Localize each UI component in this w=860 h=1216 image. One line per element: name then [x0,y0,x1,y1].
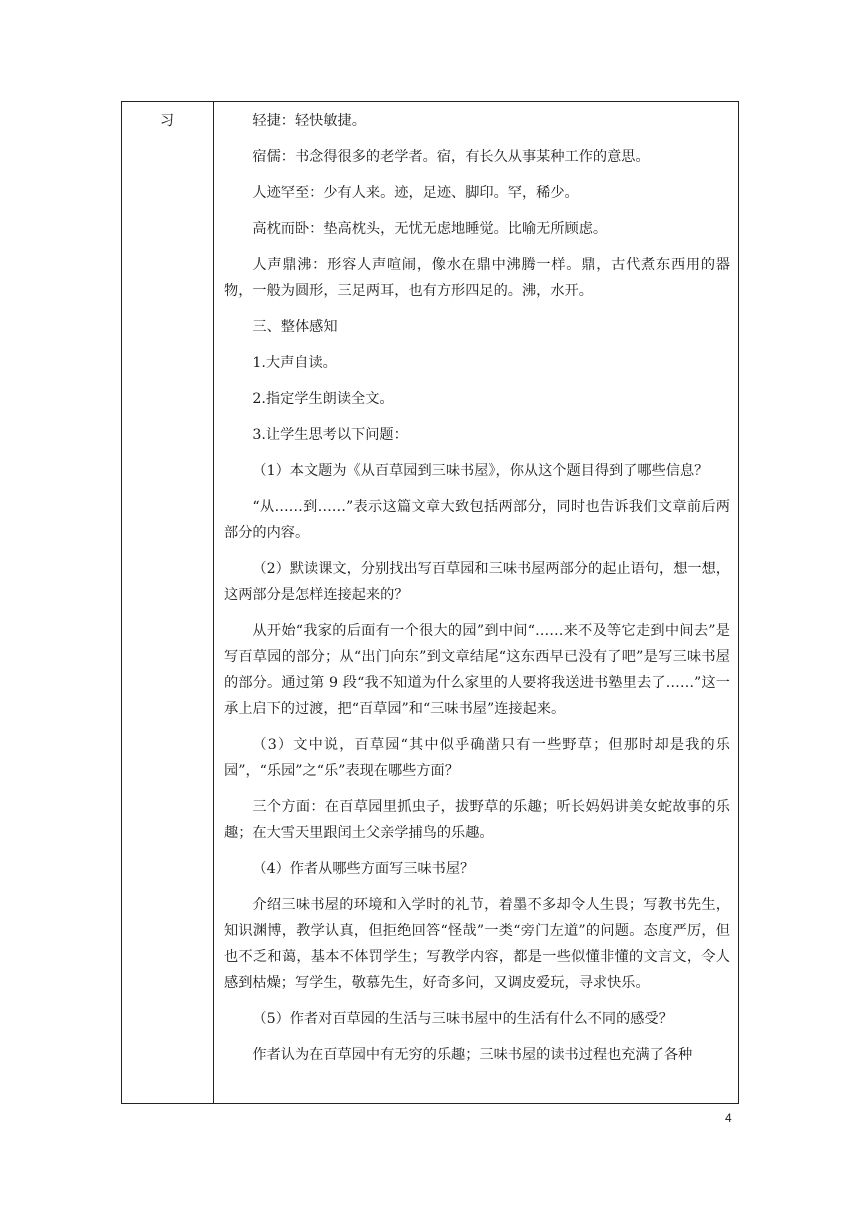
content-cell [214,102,738,1078]
paragraph: 宿儒：书念得很多的老学者。宿，有长久从事某种工作的意思。 [252,149,650,165]
paragraph: 人声鼎沸：形容人声喧闹，像水在鼎中沸腾一样。鼎，古代煮东西用的器物，一般为圆形，三足两耳，也有方形四足的。沸，水开。 [224,257,730,299]
paragraph: 轻捷：轻快敏捷。 [252,113,366,129]
paragraph: 2.指定学生朗读全文。 [252,391,394,407]
answer: 三个方面：在百草园里抓虫子，拔野草的乐趣；听长妈妈讲美女蛇故事的乐趣；在大雪天里跟闰土父亲学捕鸟的乐趣。 [224,799,730,841]
question: （1）本文题为《从百草园到三味书屋》，你从这个题目得到了哪些信息？ [252,463,709,479]
paragraph: 人迹罕至：少有人来。迹，足迹、脚印。罕，稀少。 [252,185,579,201]
answer: “从……到……”表示这篇文章大致包括两部分，同时也告诉我们文章前后两部分的内容。 [224,499,730,541]
question: （5）作者对百草园的生活与三味书屋中的生活有什么不同的感受？ [252,1011,673,1027]
section-label: 习 [160,113,175,129]
answer: 从开始“我家的后面有一个很大的园”到中间“……来不及等它走到中间去”是写百草园的部分；从“出门向东”到文章结尾“这东西早已没有了吧”是写三味书屋的部分。通过第 9 段“我不知道为什么家里的人要将我送进书塾里去了……”这一承上启下的过渡，把“百草园”和“三味书屋”连接起来。 [224,623,730,717]
paragraph: 高枕而卧：垫高枕头，无忧无虑地睡觉。比喻无所顾虑。 [252,221,608,237]
paragraph: 3.让学生思考以下问题： [252,427,408,443]
question: （3）文中说，百草园“其中似乎确凿只有一些野草；但那时却是我的乐园”，“乐园”之“乐”表现在哪些方面？ [224,737,730,779]
question: （4）作者从哪些方面写三味书屋？ [252,861,475,877]
answer: 作者认为在百草园中有无穷的乐趣；三味书屋的读书过程也充满了各种 [252,1047,693,1063]
question: （2）默读课文，分别找出写百草园和三味书屋两部分的起止语句，想一想，这两部分是怎样连接起来的？ [224,561,730,603]
section-heading: 三、整体感知 [252,319,338,335]
lesson-table [121,101,739,1104]
page-number: 4 [725,1111,732,1125]
answer: 介绍三味书屋的环境和入学时的礼节，着墨不多却令人生畏；写教书先生，知识渊博，教学认真，但拒绝回答“怪哉”一类“旁门左道”的问题。态度严厉，但也不乏和蔼，基本不体罚学生；写教学内容，都是一些似懂非懂的文言文，令人感到枯燥；写学生，敬慕先生，好奇多问，又调皮爱玩，寻求快乐。 [224,897,730,991]
paragraph: 1.大声自读。 [252,355,337,371]
